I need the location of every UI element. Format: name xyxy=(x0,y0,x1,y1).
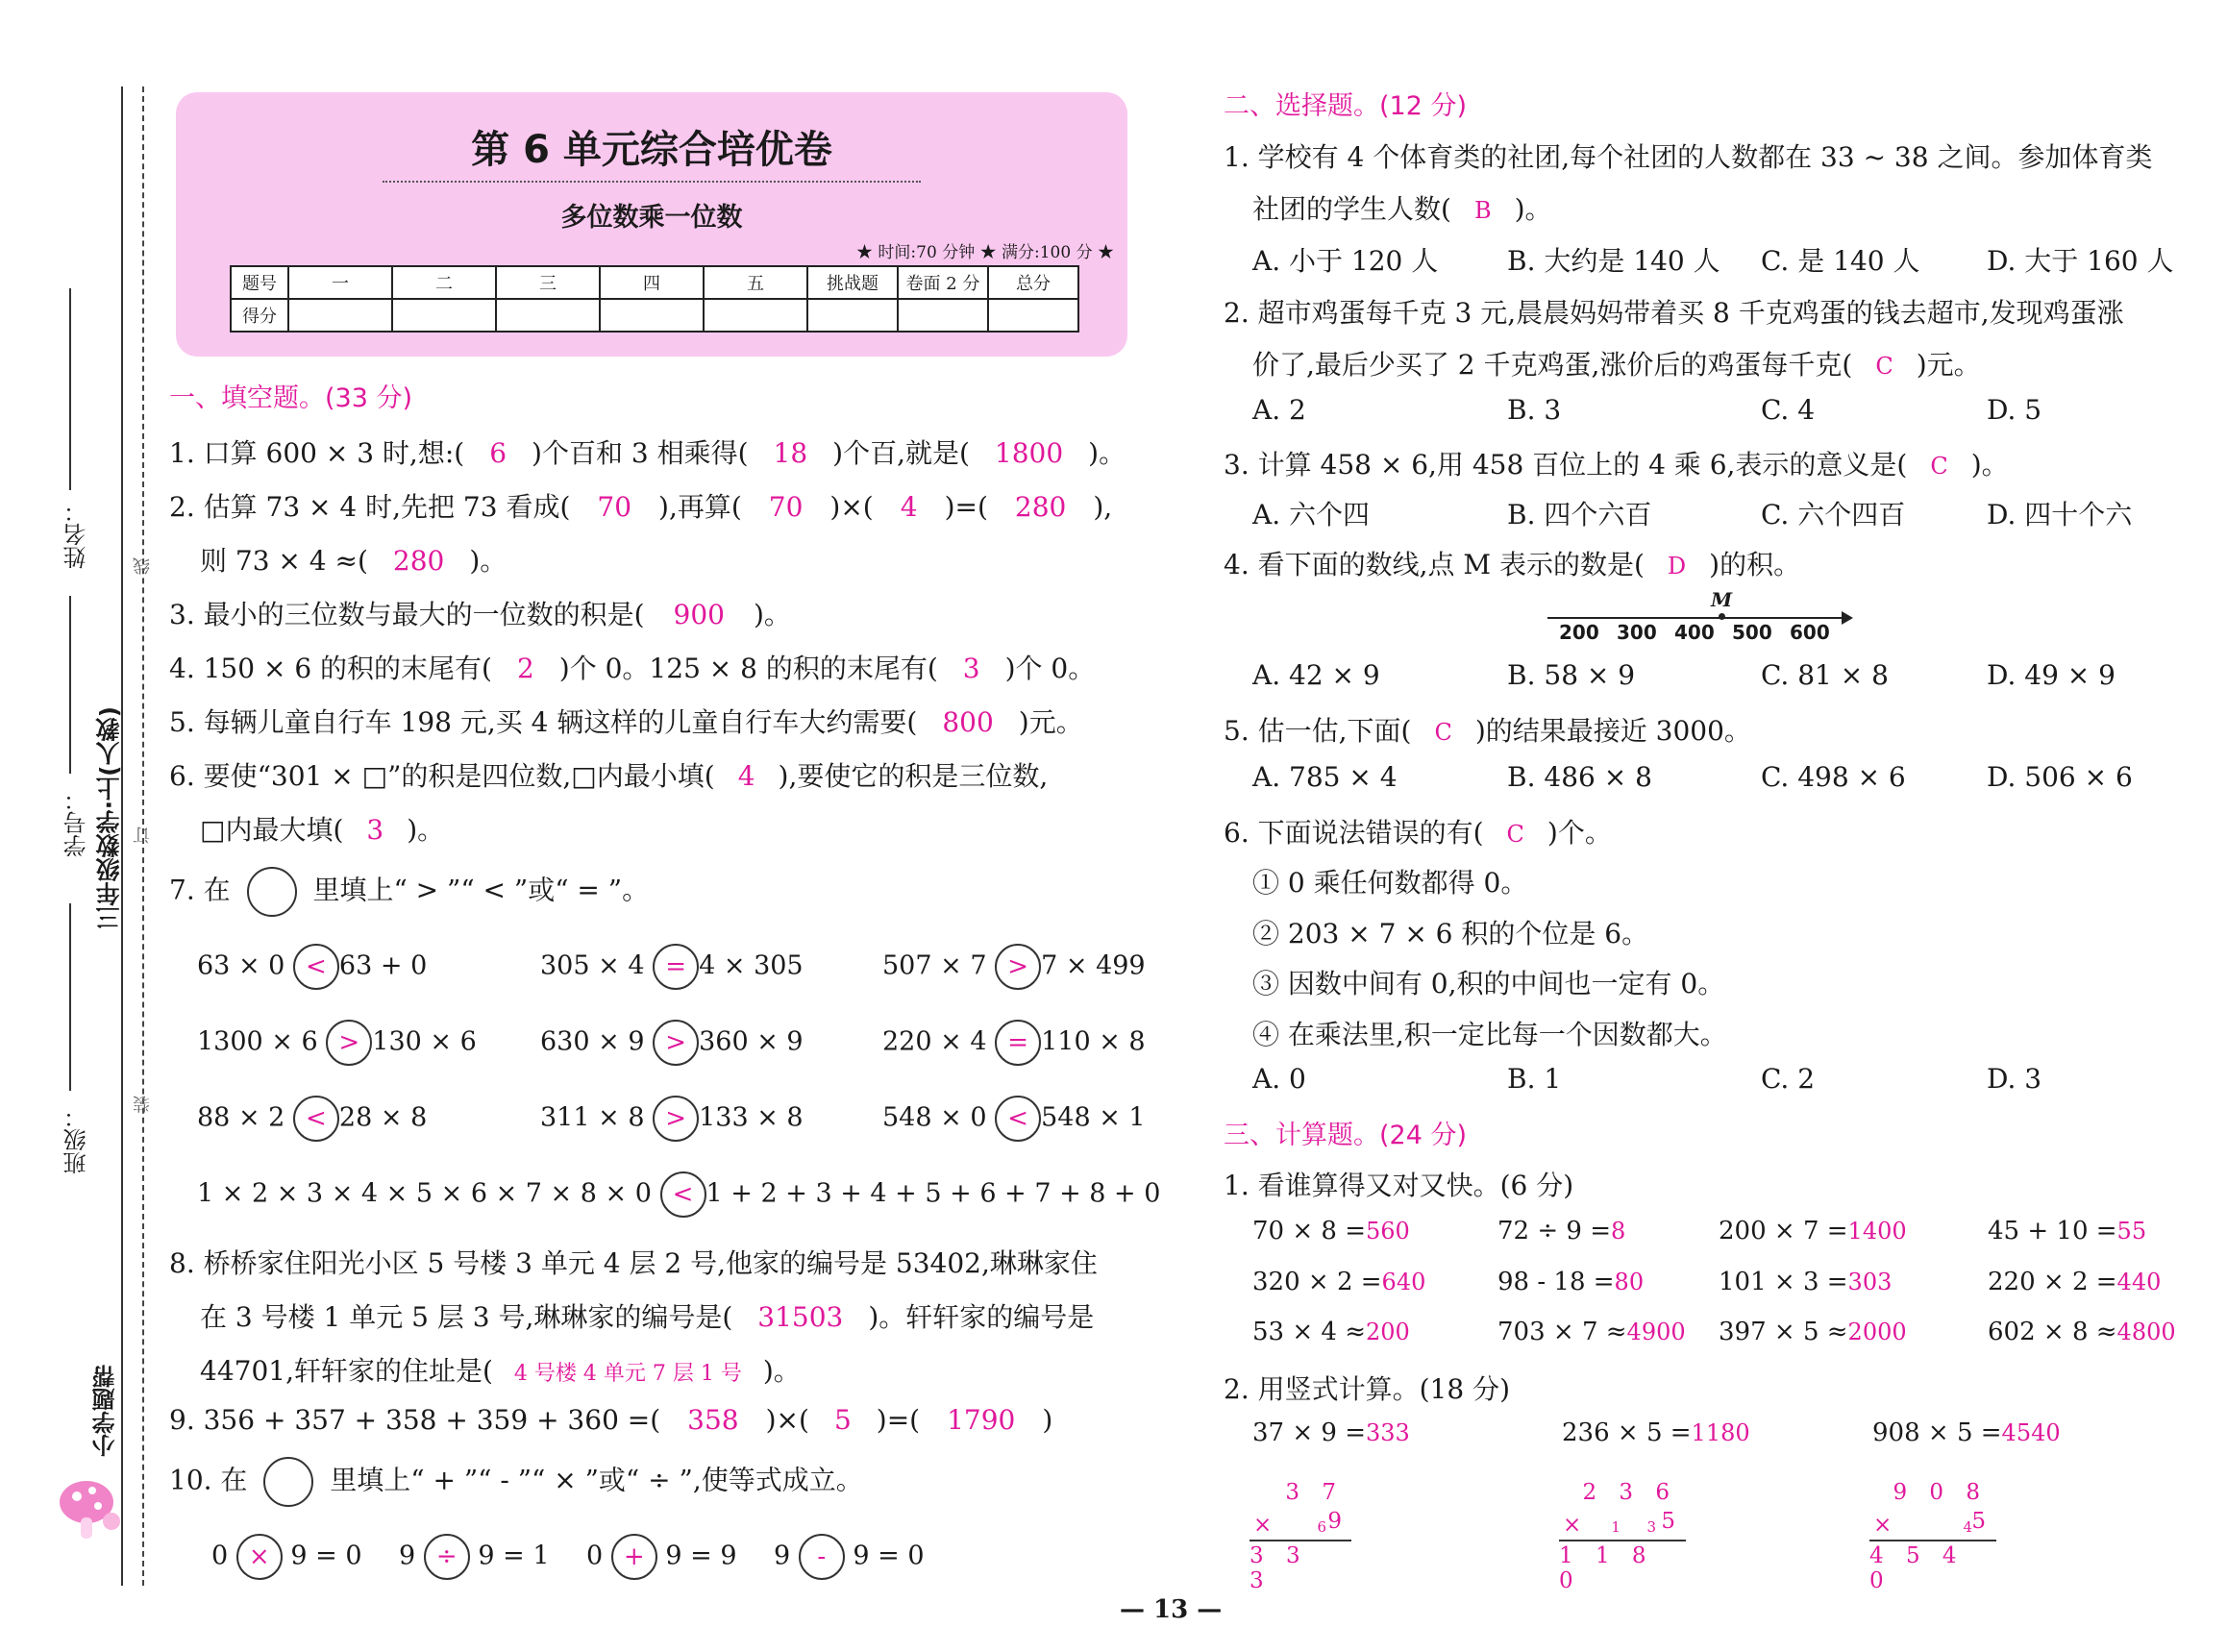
point-m-dot xyxy=(1719,613,1725,620)
vertical-working: 3 7 × 6 9 3 3 3 xyxy=(1250,1480,1355,1576)
answer: 1790 xyxy=(947,1404,1016,1436)
s2-q4-opt[interactable]: A. 42 × 9 xyxy=(1252,659,1380,691)
s1-q7: 7. 在 里填上“ > ”“ < ”或“ = ”。 xyxy=(169,867,649,917)
answer: C xyxy=(1875,353,1893,380)
answer-circle[interactable]: + xyxy=(611,1534,657,1580)
cut-line-label: 装 xyxy=(133,1096,153,1113)
s2-q2-line2: 价了,最后少买了 2 千克鸡蛋,涨价后的鸡蛋每千克( C )元。 xyxy=(1252,349,1981,381)
mental-calc: 101 × 3 =303 xyxy=(1719,1268,1893,1296)
score-cell[interactable] xyxy=(807,299,898,332)
compare-item: 1300 × 6 > 130 × 6 xyxy=(197,1020,477,1066)
answer-circle[interactable]: = xyxy=(653,944,699,990)
s1-q2: 2. 估算 73 × 4 时,先把 73 看成( 70 ),再算( 70 )×( 4 )=( 280 ), xyxy=(169,491,1113,523)
answer: 1800 xyxy=(994,437,1064,469)
section2-title: 二、选择题。(12 分) xyxy=(1224,91,1468,121)
s2-q6-opt[interactable]: C. 2 xyxy=(1761,1063,1816,1095)
s2-q6-statement: ③ 因数中间有 0,积的中间也一定有 0。 xyxy=(1252,968,1725,999)
brand-label: 小学题帮 xyxy=(92,1365,119,1457)
mental-calc: 98 - 18 =80 xyxy=(1497,1268,1645,1296)
s1-q6: 6. 要使“301 × □”的积是四位数,□内最小填( 4 ),要使它的积是三位数, xyxy=(169,760,1049,792)
s2-q5: 5. 估一估,下面( C )的结果最接近 3000。 xyxy=(1224,715,1751,747)
number-line-arrow-icon xyxy=(1842,611,1853,625)
s2-q5-opt[interactable]: D. 506 × 6 xyxy=(1987,761,2133,793)
cut-line-label: 线 xyxy=(133,557,153,575)
compare-item: 305 × 4 = 4 × 305 xyxy=(540,944,804,990)
score-header: 挑战题 xyxy=(807,266,898,299)
s2-q1-opt[interactable]: A. 小于 120 人 xyxy=(1252,245,1439,277)
answer: 4 xyxy=(737,760,755,792)
vertical-calc-problem: 37 × 9 =333 xyxy=(1252,1418,1410,1447)
compare-item: 507 × 7 > 7 × 499 xyxy=(882,944,1146,990)
mental-calc: 602 × 8 ≈4800 xyxy=(1988,1318,2176,1346)
answer: 358 xyxy=(687,1404,739,1436)
answer: 4 xyxy=(900,491,918,523)
s1-q6-line2: □内最大填( 3 )。 xyxy=(200,814,445,846)
score-cell[interactable] xyxy=(288,299,392,332)
s2-q1: 1. 学校有 4 个体育类的社团,每个社团的人数都在 33 ~ 38 之间。参加体育类 xyxy=(1224,141,2153,173)
name-label: 姓名： xyxy=(63,500,90,569)
mental-calc: 53 × 4 ≈200 xyxy=(1252,1318,1410,1346)
compare-item: 220 × 4 = 110 × 8 xyxy=(882,1020,1146,1066)
page-subtitle: 多位数乘一位数 xyxy=(560,203,743,233)
compare-item: 311 × 8 > 133 × 8 xyxy=(540,1096,804,1142)
s2-q4: 4. 看下面的数线,点 M 表示的数是( D )的积。 xyxy=(1224,549,1801,580)
answer: C xyxy=(1930,453,1948,480)
answer: 3 xyxy=(962,653,980,684)
s2-q2-opt[interactable]: B. 3 xyxy=(1507,394,1562,426)
s2-q2-opt[interactable]: C. 4 xyxy=(1761,394,1816,426)
book-label: 三年级数学·上(人教) xyxy=(95,706,123,930)
s2-q4-opt[interactable]: C. 81 × 8 xyxy=(1761,659,1889,691)
exam-meta: ★ 时间:70 分钟 ★ 满分:100 分 ★ xyxy=(856,243,1114,262)
score-header: 二 xyxy=(392,266,496,299)
mushroom-logo xyxy=(56,1475,125,1544)
s2-q6-opt[interactable]: A. 0 xyxy=(1252,1063,1306,1095)
s1-q8: 8. 桥桥家住阳光小区 5 号楼 3 单元 4 层 2 号,他家的编号是 53402,琳琳家住 xyxy=(169,1247,1098,1279)
tick-label: 600 xyxy=(1790,621,1830,644)
score-header: 四 xyxy=(600,266,704,299)
s1-q9: 9. 356 + 357 + 358 + 359 + 360 =( 358 )×( 5 )=( 1790 ) xyxy=(169,1404,1053,1436)
tick-label: 300 xyxy=(1617,621,1657,644)
compare-item: 63 × 0 < 63 + 0 xyxy=(197,944,427,990)
s2-q3-opt[interactable]: A. 六个四 xyxy=(1252,499,1371,530)
s2-q6-statement: ① 0 乘任何数都得 0。 xyxy=(1252,867,1528,899)
answer-circle[interactable]: > xyxy=(653,1020,699,1066)
mental-calc: 220 × 2 =440 xyxy=(1988,1268,2162,1296)
compare-item: 630 × 9 > 360 × 9 xyxy=(540,1020,804,1066)
answer-circle[interactable]: = xyxy=(995,1020,1041,1066)
answer-circle[interactable]: < xyxy=(995,1096,1041,1142)
answer: 31503 xyxy=(757,1301,844,1333)
tick-label: 500 xyxy=(1732,621,1772,644)
mental-calc: 320 × 2 =640 xyxy=(1252,1268,1426,1296)
empty-circle-icon xyxy=(263,1457,313,1507)
operator-item: 9 - 9 = 0 xyxy=(774,1534,925,1580)
tick-label: 200 xyxy=(1559,621,1599,644)
score-cell[interactable] xyxy=(496,299,600,332)
s2-q1-opt[interactable]: D. 大于 160 人 xyxy=(1987,245,2174,277)
answer: 18 xyxy=(773,437,808,469)
point-m-label: M xyxy=(1711,588,1733,611)
name-blank xyxy=(69,288,71,490)
answer-circle[interactable]: > xyxy=(653,1096,699,1142)
answer-circle[interactable]: ÷ xyxy=(424,1534,470,1580)
answer: 3 xyxy=(366,814,384,846)
s3-q2-title: 2. 用竖式计算。(18 分) xyxy=(1224,1373,1510,1405)
s2-q3: 3. 计算 458 × 6,用 458 百位上的 4 乘 6,表示的意义是( C )。 xyxy=(1224,449,2009,481)
s1-q8-line2: 在 3 号楼 1 单元 5 层 3 号,琳琳家的编号是( 31503 )。轩轩家的编号是 xyxy=(200,1301,1095,1333)
answer-circle[interactable]: < xyxy=(293,1096,339,1142)
score-cell[interactable] xyxy=(898,299,988,332)
s2-q3-opt[interactable]: B. 四个六百 xyxy=(1507,499,1652,530)
operator-item: 0 + 9 = 9 xyxy=(586,1534,737,1580)
mental-calc: 397 × 5 ≈2000 xyxy=(1719,1318,1907,1346)
vertical-calc-problem: 908 × 5 =4540 xyxy=(1872,1418,2061,1447)
class-label: 班级： xyxy=(63,1105,90,1174)
score-cell[interactable] xyxy=(392,299,496,332)
section1-title: 一、填空题。(33 分) xyxy=(169,383,413,413)
s1-q3: 3. 最小的三位数与最大的一位数的积是( 900 )。 xyxy=(169,599,791,630)
s2-q2-opt[interactable]: A. 2 xyxy=(1252,394,1306,426)
s2-q3-opt[interactable]: C. 六个四百 xyxy=(1761,499,1906,530)
times-sign: × xyxy=(1563,1513,1582,1538)
score-cell[interactable] xyxy=(988,299,1078,332)
s2-q4-opt[interactable]: D. 49 × 9 xyxy=(1987,659,2116,691)
vertical-rule xyxy=(1869,1540,1996,1541)
empty-circle-icon xyxy=(247,867,297,917)
number-line xyxy=(1547,588,1865,646)
s1-q4: 4. 150 × 6 的积的末尾有( 2 )个 0。125 × 8 的积的末尾有( 3 )个 0。 xyxy=(169,653,1096,684)
s3-q1-title: 1. 看谁算得又对又快。(6 分) xyxy=(1224,1170,1574,1201)
page-number: — 13 — xyxy=(1120,1595,1223,1624)
mental-calc: 200 × 7 =1400 xyxy=(1719,1217,1907,1245)
tick-label: 400 xyxy=(1674,621,1715,644)
s2-q6: 6. 下面说法错误的有( C )个。 xyxy=(1224,817,1612,849)
answer-circle[interactable]: > xyxy=(326,1020,372,1066)
score-header: 总分 xyxy=(988,266,1078,299)
answer: 280 xyxy=(1014,491,1067,523)
score-cell[interactable] xyxy=(704,299,807,332)
vertical-working: 2 3 6 × 1 3 5 1 1 8 0 xyxy=(1559,1480,1689,1576)
answer: 800 xyxy=(942,706,994,738)
s1-q5: 5. 每辆儿童自行车 198 元,买 4 辆这样的儿童自行车大约需要( 800 )元。 xyxy=(169,706,1083,738)
vertical-working: 9 0 8 × 4 5 4 5 4 0 xyxy=(1869,1480,1999,1576)
s2-q5-opt[interactable]: B. 486 × 8 xyxy=(1507,761,1652,793)
score-header: 题号 xyxy=(231,266,288,299)
answer: 4 号楼 4 单元 7 层 1 号 xyxy=(513,1362,742,1386)
score-header: 卷面 2 分 xyxy=(898,266,988,299)
score-header: 一 xyxy=(288,266,392,299)
compare-item: 88 × 2 < 28 × 8 xyxy=(197,1096,427,1142)
answer-circle[interactable]: < xyxy=(660,1171,706,1218)
s2-q1-line2: 社团的学生人数( B )。 xyxy=(1252,193,1552,225)
s2-q6-statement: ④ 在乘法里,积一定比每一个因数都大。 xyxy=(1252,1019,1727,1050)
compare-item: 548 × 0 < 548 × 1 xyxy=(882,1096,1146,1142)
answer: 70 xyxy=(768,491,804,523)
s2-q6-opt[interactable]: D. 3 xyxy=(1987,1063,2042,1095)
score-header: 三 xyxy=(496,266,600,299)
s1-q10: 10. 在 里填上“ + ”“ - ”“ × ”或“ ÷ ”,使等式成立。 xyxy=(169,1457,863,1507)
mental-calc: 45 + 10 =55 xyxy=(1988,1217,2147,1245)
s2-q5-opt[interactable]: C. 498 × 6 xyxy=(1761,761,1906,793)
answer-circle[interactable]: - xyxy=(799,1534,845,1580)
compare-item-long: 1 × 2 × 3 × 4 × 5 × 6 × 7 × 8 × 0 < 1 + 2 + 3 + 4 + 5 + 6 + 7 + 8 + 0 xyxy=(197,1171,1160,1218)
answer: 5 xyxy=(833,1404,852,1436)
s2-q5-opt[interactable]: A. 785 × 4 xyxy=(1252,761,1398,793)
score-table xyxy=(230,265,1079,333)
answer: D xyxy=(1667,553,1687,579)
operator-item: 9 ÷ 9 = 1 xyxy=(399,1534,550,1580)
header-panel xyxy=(176,92,1127,357)
score-row-label: 得分 xyxy=(231,299,288,332)
id-blank xyxy=(69,596,71,774)
answer: C xyxy=(1434,719,1452,746)
mental-calc: 72 ÷ 9 =8 xyxy=(1497,1217,1626,1245)
vertical-calc-problem: 236 × 5 =1180 xyxy=(1562,1418,1750,1447)
answer: B xyxy=(1473,197,1492,224)
s2-q2-opt[interactable]: D. 5 xyxy=(1987,394,2042,426)
answer: 70 xyxy=(597,491,632,523)
s2-q3-opt[interactable]: D. 四十个六 xyxy=(1987,499,2133,530)
s2-q4-opt[interactable]: B. 58 × 9 xyxy=(1507,659,1636,691)
vertical-rule xyxy=(1250,1540,1351,1541)
s1-q1: 1. 口算 600 × 3 时,想:( 6 )个百和 3 相乘得( 18 )个百,就是( 1800 )。 xyxy=(169,437,1126,469)
answer: 6 xyxy=(489,437,507,469)
page-title: 第 6 单元综合培优卷 xyxy=(471,128,832,172)
s2-q6-opt[interactable]: B. 1 xyxy=(1507,1063,1562,1095)
section3-title: 三、计算题。(24 分) xyxy=(1224,1121,1468,1150)
answer-circle[interactable]: < xyxy=(293,944,339,990)
class-blank xyxy=(69,903,71,1091)
mental-calc: 70 × 8 =560 xyxy=(1252,1217,1410,1245)
s2-q2: 2. 超市鸡蛋每千克 3 元,晨晨妈妈带着买 8 千克鸡蛋的钱去超市,发现鸡蛋涨 xyxy=(1224,297,2124,329)
number-line-axis xyxy=(1547,617,1845,619)
s2-q1-opt[interactable]: B. 大约是 140 人 xyxy=(1507,245,1720,277)
s2-q6-statement: ② 203 × 7 × 6 积的个位是 6。 xyxy=(1252,918,1649,949)
score-cell[interactable] xyxy=(600,299,704,332)
answer: C xyxy=(1506,821,1524,848)
cut-line-label: 订 xyxy=(133,826,153,844)
id-label: 学号： xyxy=(63,788,90,857)
answer: 280 xyxy=(392,545,445,577)
s1-q2-line2: 则 73 × 4 ≈( 280 )。 xyxy=(200,545,507,577)
operator-item: 0 × 9 = 0 xyxy=(211,1534,362,1580)
s2-q1-opt[interactable]: C. 是 140 人 xyxy=(1761,245,1920,277)
times-sign: × xyxy=(1253,1513,1273,1538)
answer-circle[interactable]: × xyxy=(236,1534,283,1580)
answer: 900 xyxy=(673,599,725,630)
mental-calc: 703 × 7 ≈4900 xyxy=(1497,1318,1686,1346)
title-divider xyxy=(383,181,921,183)
answer: 2 xyxy=(516,653,534,684)
vertical-rule xyxy=(1559,1540,1686,1541)
answer-circle[interactable]: > xyxy=(995,944,1041,990)
times-sign: × xyxy=(1873,1513,1893,1538)
s1-q8-line3: 44701,轩轩家的住址是( 4 号楼 4 单元 7 层 1 号 )。 xyxy=(200,1355,801,1387)
score-header: 五 xyxy=(704,266,807,299)
